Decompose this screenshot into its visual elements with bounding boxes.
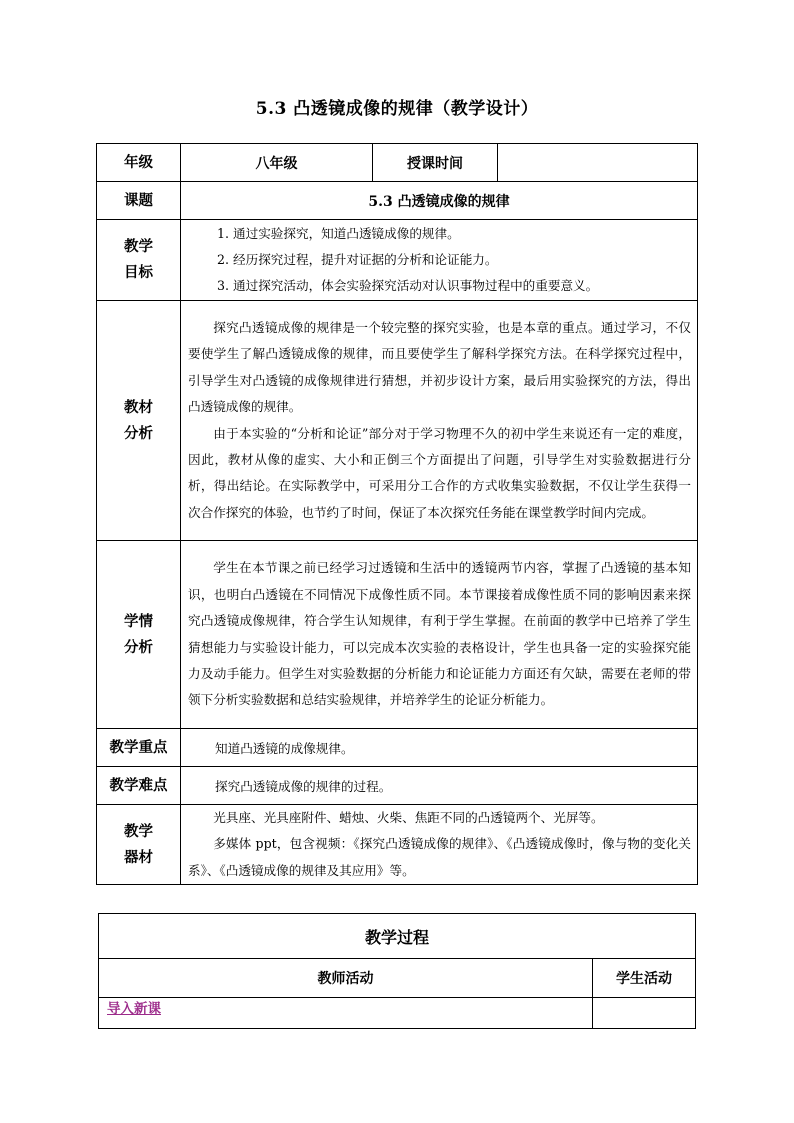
student-label [97, 541, 181, 729]
difficulty-row [97, 767, 698, 805]
intro-cell [99, 998, 593, 1029]
key-label: 教学重点 [97, 729, 181, 767]
student-paragraph: 学生在本节课之前已经学习过透镜和生活中的透镜两节内容，掌握了凸透镜的基本知识，也明白凸透镜在不同情况下成像性质不同。本节课接着成像性质不同的影响因素来探究凸透镜成像规律，符合学生认知规律，有利于学生掌握。在前面的教学中已培养了学生猜想能力与实验设计能力，可以完成本次实验的表格设计，学生也具备一定的实验探究能力及动手能力。但学生对实验数据的分析能力和论证能力方面还有欠缺，需要在老师的带领下分析实验数据和总结实验规律，并培养学生的论证分析能力。 [188, 560, 691, 708]
process-intro-row [99, 998, 696, 1029]
objectives-label-line2: 目标 [124, 264, 153, 281]
process-title-row [99, 914, 696, 959]
time-value [498, 144, 698, 182]
materials-row [97, 805, 698, 885]
teaching-process-table [98, 913, 696, 1029]
topic-value: 5.3 凸透镜成像的规律 [181, 182, 698, 220]
grade-value: 八年级 [181, 144, 373, 182]
objectives-label [97, 220, 181, 301]
objectives-label-line1: 教学 [124, 238, 153, 255]
analysis-content [181, 301, 698, 541]
objectives-list [181, 220, 698, 301]
grade-label: 年级 [97, 144, 181, 182]
analysis-label-line1: 教材 [124, 398, 153, 416]
difficulty-label: 教学难点 [97, 767, 181, 805]
key-value: 知道凸透镜的成像规律。 [181, 729, 698, 767]
difficulty-value: 探究凸透镜成像的规律的过程。 [181, 767, 698, 805]
key-point-row [97, 729, 698, 767]
student-label-line1: 学情 [124, 612, 153, 630]
topic-row [97, 182, 698, 220]
objectives-row [97, 220, 698, 301]
lesson-info-table [96, 143, 698, 885]
topic-label: 课题 [97, 182, 181, 220]
materials-label-line2: 器材 [124, 848, 153, 866]
student-analysis-row [97, 541, 698, 729]
materials-content [181, 805, 698, 885]
intro-link[interactable]: 导入新课 [107, 1001, 161, 1017]
objective-item: 2. 经历探究过程，提升对证据的分析和论证能力。 [217, 252, 498, 267]
analysis-label [97, 301, 181, 541]
intro-student-cell [593, 998, 696, 1029]
grade-row [97, 144, 698, 182]
student-content [181, 541, 698, 729]
time-label: 授课时间 [373, 144, 498, 182]
materials-label [97, 805, 181, 885]
document-title: 5.3 凸透镜成像的规律（教学设计） [255, 99, 539, 119]
analysis-label-line2: 分析 [124, 424, 153, 442]
analysis-paragraph: 由于本实验的“分析和论证”部分对于学习物理不久的初中学生来说还有一定的难度，因此，教材从像的虚实、大小和正倒三个方面提出了问题，引导学生对实验数据进行分析，得出结论。在实际教学中，可采用分工合作的方式收集实验数据，不仅让学生获得一次合作探究的体验，也节约了时间，保证了本次探究任务能在课堂教学时间内完成。 [188, 425, 691, 520]
analysis-paragraph: 探究凸透镜成像的规律是一个较完整的探究实验，也是本章的重点。通过学习，不仅要使学生了解凸透镜成像的规律，而且要使学生了解科学探究方法。在科学探究过程中，引导学生对凸透镜的成像规律进行猜想，并初步设计方案，最后用实验探究的方法，得出凸透镜成像的规律。 [188, 319, 691, 415]
materials-paragraph: 多媒体 ppt，包含视频：《探究凸透镜成像的规律》、《凸透镜成像时，像与物的变化关系》、《凸透镜成像的规律及其应用》等。 [188, 836, 691, 878]
student-label-line2: 分析 [124, 638, 153, 656]
materials-label-line1: 教学 [124, 822, 153, 840]
textbook-analysis-row [97, 301, 698, 541]
student-activity-header: 学生活动 [593, 959, 696, 998]
process-header-row [99, 959, 696, 998]
process-title: 教学过程 [99, 914, 696, 959]
materials-paragraph: 光具座、光具座附件、蜡烛、火柴、焦距不同的凸透镜两个、光屏等。 [213, 810, 604, 825]
objective-item: 1. 通过实验探究，知道凸透镜成像的规律。 [217, 226, 460, 241]
objective-item: 3. 通过探究活动，体会实验探究活动对认识事物过程中的重要意义。 [217, 278, 599, 293]
teacher-activity-header: 教师活动 [99, 959, 593, 998]
